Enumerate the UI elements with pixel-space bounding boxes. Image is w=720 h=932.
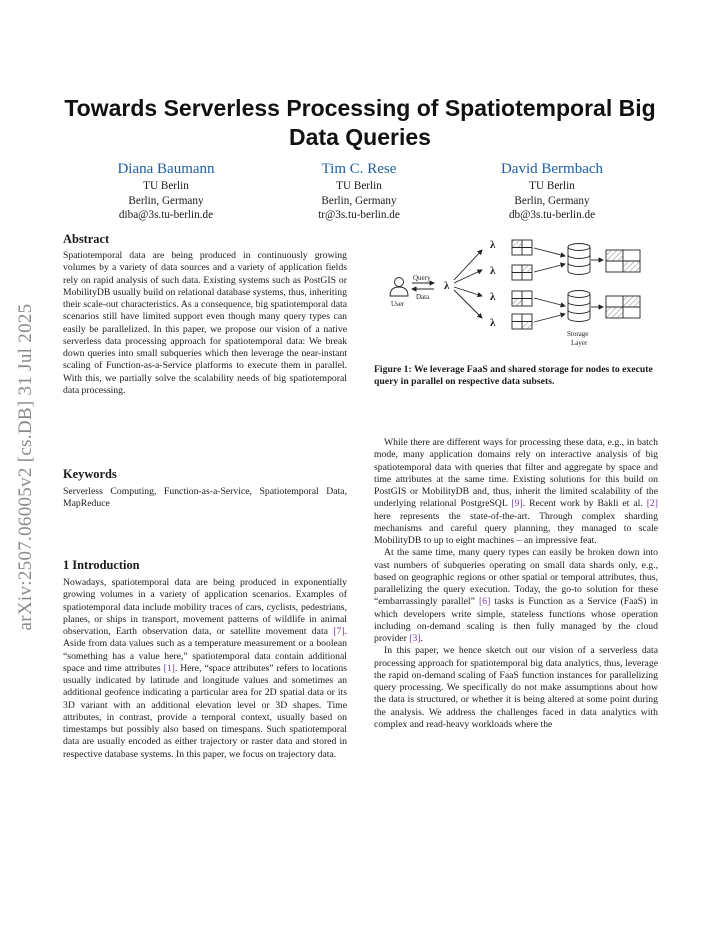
author-location: Berlin, Germany bbox=[514, 194, 590, 207]
paper-title: Towards Serverless Processing of Spatiotemporal Big Data Queries bbox=[64, 95, 656, 150]
introduction-section bbox=[63, 558, 347, 761]
dataset-grid bbox=[606, 250, 640, 272]
storage-label: Storage bbox=[567, 330, 589, 338]
lambda-coordinator: λ bbox=[444, 280, 450, 292]
user-icon bbox=[390, 278, 408, 297]
author-affiliation: TU Berlin bbox=[143, 180, 189, 192]
author-location: Berlin, Germany bbox=[128, 194, 204, 207]
dispatch-arrow bbox=[454, 270, 482, 283]
abstract-text: Spatiotemporal data are being produced in continuously growing volumes by a variety of data sources and a variety of application fields rely on rapid analysis of such data. Existing systems such as PostGIS or MobilityDB usually build on relational database systems, thus, inheriting their scale-out characteristics. As a consequence, big spatiotemporal data scenarios still have limited support even though many query types can easily be parallelized. In this paper, we propose our vision of a native serverless data processing approach for spatiotemporal data: We break down queries into small subqueries which then leverage the near-instant scaling of Function-as-a-Service platforms to execute them in parallel. With this, we partially solve the scalability needs of big spatiotemporal data processing. bbox=[63, 250, 347, 396]
data-shard bbox=[512, 291, 532, 306]
arxiv-identifier: arXiv:2507.06005v2 [cs.DB] 31 Jul 2025 bbox=[15, 303, 36, 631]
author-affiliation: TU Berlin bbox=[529, 180, 575, 192]
author-email: diba@3s.tu-berlin.de bbox=[118, 209, 214, 222]
lambda-worker: λ bbox=[490, 291, 496, 303]
author-name: Tim C. Rese bbox=[321, 161, 397, 177]
dispatch-arrow bbox=[454, 250, 482, 280]
lambda-worker: λ bbox=[490, 265, 496, 277]
keywords-text: Serverless Computing, Function-as-a-Service, Spatiotemporal Data, MapReduce bbox=[63, 486, 347, 510]
author-name: Diana Baumann bbox=[117, 161, 215, 177]
author-email: tr@3s.tu-berlin.de bbox=[318, 209, 400, 222]
citation-link[interactable]: [7] bbox=[333, 626, 345, 637]
dataset-grid bbox=[606, 296, 640, 318]
query-label: Query bbox=[413, 274, 431, 282]
introduction-heading: 1 Introduction bbox=[63, 558, 140, 572]
keywords-heading: Keywords bbox=[63, 467, 117, 481]
citation-link[interactable]: [3] bbox=[409, 633, 421, 644]
data-label: Data bbox=[416, 293, 430, 301]
author-email: db@3s.tu-berlin.de bbox=[508, 209, 596, 222]
data-shard bbox=[512, 240, 532, 255]
figure-caption: Figure 1: We leverage FaaS and shared storage for nodes to execute query in parallel on respective data subsets. bbox=[374, 364, 653, 388]
right-column-text bbox=[374, 437, 658, 731]
data-shard bbox=[512, 314, 532, 329]
figure-1-diagram bbox=[382, 236, 662, 354]
author-affiliation: TU Berlin bbox=[336, 180, 382, 192]
body-paragraph: While there are different ways for processing these data, e.g., in batch mode, many application domains rely on interactive analysis of big spatiotemporal data with queries that filter and aggregate by space and time attributes at the same time. Existing solutions for this build on PostGIS or MobilityDB and, thus, inherit the limited scalability of the underlying relational PostgreSQL [9]. Recent work by Bakli et al. [2] here represents the state-of-the-art. Through complex sharding mechanisms and careful query planning, they managed to scale MobilityDB to up to eight machines – an impressive feat. bbox=[374, 437, 658, 546]
introduction-paragraph: Nowadays, spatiotemporal data are being produced in exponentially growing volumes in a variety of application scenarios. Examples of spatiotemporal data include mobility traces of cars, cyclists, pedestrians, planes, or ships in transport, movement patterns of wildlife in animal observation, Earth observation data, or satellite movement data [7]. Aside from data values such as a temperature measurement or a boolean “something has a value here,” spatiotemporal data contain additional space and time attributes [1]. Here, “space attributes” refers to locations usually indicated by latitude and longitude values and sometimes an additional geofence indicating a particular area for 2D spatial data or its 3D variant with an additional elevation level or 3D shapes. Time attributes, in contrast, provide a temporal context, usually based on timestamps but possibly also based on timespans. Such spatiotemporal data are usually encoded as either trajectory or raster data and stored in respective database systems. In this paper, we focus on trajectory data. bbox=[63, 577, 347, 760]
abstract-heading: Abstract bbox=[63, 232, 110, 246]
author-1 bbox=[71, 160, 261, 223]
layer-label: Layer bbox=[571, 339, 588, 347]
lambda-worker: λ bbox=[490, 317, 496, 329]
body-paragraph: In this paper, we hence sketch out our vision of a serverless data processing approach for spatiotemporal big data analytics, thus, leverage the rapid on-demand scaling of FaaS function instances for parallelizing query processing. We specifically do not make assumptions about how the data is structured, or whether it is being altered at some point during the analysis. We address the challenges faced in data analytics with complex and read-heavy workloads where the bbox=[374, 645, 658, 730]
citation-link[interactable]: [6] bbox=[479, 596, 491, 608]
citation-link[interactable]: [9] bbox=[511, 498, 523, 510]
keywords-section bbox=[63, 467, 347, 511]
user-label: User bbox=[391, 300, 405, 308]
citation-link[interactable]: [1] bbox=[163, 662, 175, 674]
body-paragraph: At the same time, many query types can easily be broken down into vast numbers of subqueries operating on small data shards only, e.g., based on geographic regions or other spatial or temporal attributes, thus, parallelizing the query execution. Today, the go-to solution for these “embarrassingly parallel” [6] tasks is Function as a Service (FaaS) in which developers write simple, stateless functions whose operation including on-demand scaling is then fully managed by the cloud provider [3]. bbox=[374, 547, 659, 644]
author-location: Berlin, Germany bbox=[321, 194, 397, 207]
author-3 bbox=[457, 160, 647, 223]
lambda-worker: λ bbox=[490, 239, 496, 251]
database-icon bbox=[568, 291, 590, 322]
author-name: David Bermbach bbox=[500, 161, 604, 177]
abstract-section bbox=[63, 232, 347, 397]
citation-link[interactable]: [2] bbox=[646, 498, 658, 510]
data-shard bbox=[512, 265, 532, 280]
author-2 bbox=[264, 160, 454, 223]
database-icon bbox=[568, 244, 590, 275]
